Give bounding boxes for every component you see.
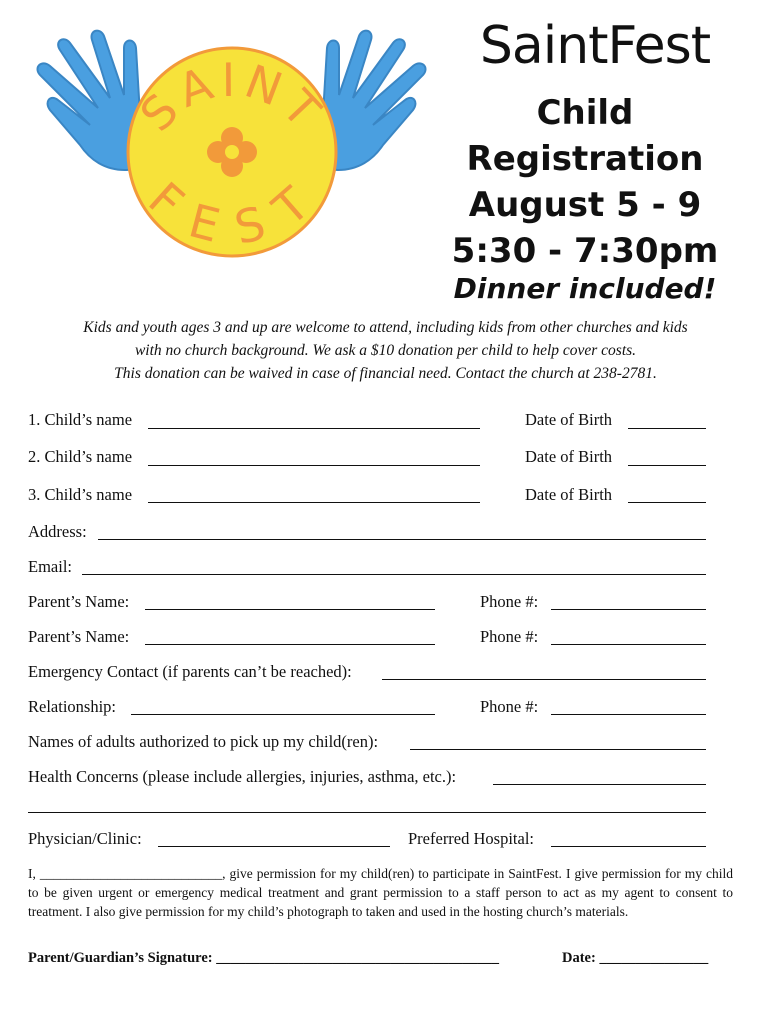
child-2-dob-label: Date of Birth [525,447,613,466]
email-field[interactable] [82,574,706,575]
child-3-name-label: 3. Child’s name [28,485,133,504]
logo-ring-bottom: FEST [138,171,326,256]
child-2-dob-field[interactable] [628,465,706,466]
child-3-name-field[interactable] [148,502,480,503]
child-3-dob-field[interactable] [628,502,706,503]
parent-2-phone-field[interactable] [551,644,706,645]
health-concerns-field-2[interactable] [28,812,706,813]
event-title-block [440,90,730,274]
physician-label: Physician/Clinic: [28,829,142,848]
child-2-name-label: 2. Child’s name [28,447,133,466]
parent-1-phone-label: Phone #: [480,592,539,611]
dinner-note: Dinner included! [453,272,717,305]
physician-field[interactable] [158,846,390,847]
brand-title: SaintFest [479,16,711,76]
child-2-name-field[interactable] [148,465,480,466]
title-line-1: Child [536,93,634,133]
intro-text [28,316,743,385]
title-line-3: August 5 - 9 [468,185,702,225]
title-line-2: Registration [466,139,704,179]
parent-2-field[interactable] [145,644,435,645]
hospital-label: Preferred Hospital: [408,829,534,848]
relationship-label: Relationship: [28,697,116,716]
parent-1-phone-field[interactable] [551,609,706,610]
emergency-contact-field[interactable] [382,679,706,680]
title-line-4: 5:30 - 7:30pm [451,231,719,271]
authorized-adults-field[interactable] [410,749,706,750]
child-1-dob-label: Date of Birth [525,410,613,429]
authorized-adults-label: Names of adults authorized to pick up my child(ren): [28,732,379,751]
parent-2-label: Parent’s Name: [28,627,130,646]
parent-2-phone-label: Phone #: [480,627,539,646]
intro-line-2: with no church background. We ask a $10 donation per child to help cover costs. [134,342,637,359]
logo-ring-top: SAINT [129,52,335,142]
emergency-phone-label: Phone #: [480,697,539,716]
child-3-dob-label: Date of Birth [525,485,613,504]
child-1-name-label: 1. Child’s name [28,410,133,429]
parent-1-field[interactable] [145,609,435,610]
health-concerns-label: Health Concerns (please include allergies, injuries, asthma, etc.): [28,767,457,786]
parent-1-label: Parent’s Name: [28,592,130,611]
emergency-contact-label: Emergency Contact (if parents can’t be reached): [28,662,352,681]
hospital-field[interactable] [551,846,706,847]
child-1-name-field[interactable] [148,428,480,429]
intro-line-3: This donation can be waived in case of financial need. Contact the church at 238-2781. [114,365,657,382]
saintfest-logo [20,20,440,260]
health-concerns-field[interactable] [493,784,706,785]
child-1-dob-field[interactable] [628,428,706,429]
email-label: Email: [28,557,72,576]
permission-statement: I, ___________________________, give permission for my child(ren) to participate in SaintFest. I give permission for my child to be given urgent or emergency medical treatment and grant permission to a staff person to act as my agent to consent to treatment. I also give permission for my child’s photograph to taken and used in the hosting church’s materials. [28,866,733,919]
emergency-phone-field[interactable] [551,714,706,715]
address-label: Address: [28,522,87,541]
address-field[interactable] [98,539,706,540]
signature-label[interactable]: Parent/Guardian’s Signature: _______________________________________ [28,950,499,966]
intro-line-1: Kids and youth ages 3 and up are welcome to attend, including kids from other churches and kids [83,319,688,336]
date-label[interactable]: Date: _______________ [562,950,709,966]
relationship-field[interactable] [131,714,435,715]
